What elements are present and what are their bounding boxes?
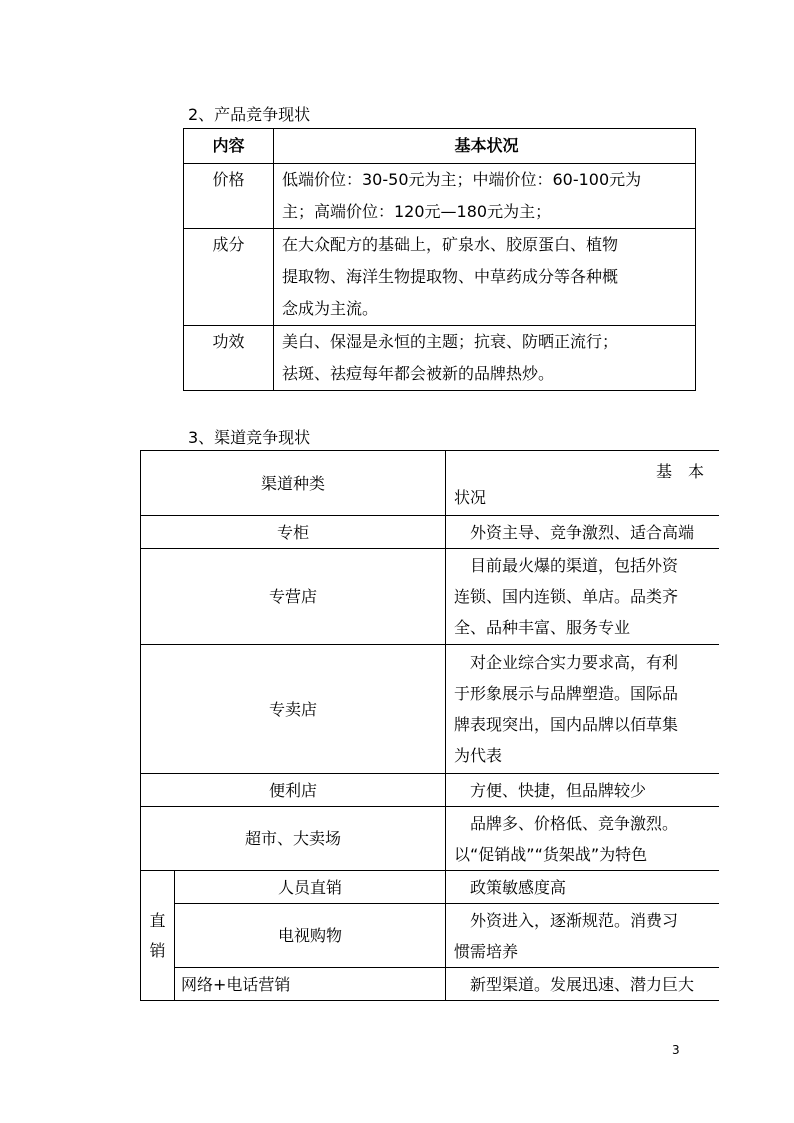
row-body (446, 774, 719, 807)
row-body (446, 871, 719, 904)
body-line: 牌表现突出，国内品牌以佰草集 (454, 715, 679, 734)
group-label-char: 直 (149, 910, 166, 930)
row-label: 专营店 (141, 549, 446, 645)
body-line: 外资主导、竞争激烈、适合高端 (470, 522, 695, 542)
table-row (141, 645, 720, 774)
body-line: 低端价位：30-50元为主；中端价位：60-100元为 (282, 170, 642, 189)
body-line: 祛斑、祛痘每年都会被新的品牌热炒。 (282, 364, 555, 383)
section-2-heading: 2、产品竞争现状 (188, 105, 311, 124)
product-competition-table (183, 128, 696, 391)
row-body (446, 968, 719, 1001)
table-row (184, 326, 696, 391)
row-body (274, 164, 696, 229)
row-label: 功效 (184, 326, 274, 391)
body-line: 新型渠道。发展迅速、潜力巨大 (470, 974, 695, 994)
row-label: 网络+电话营销 (175, 968, 446, 1001)
body-line: 外资进入，逐渐规范。消费习 (470, 910, 679, 930)
body-line: 主；高端价位：120元—180元为主； (282, 202, 552, 221)
row-body (446, 904, 719, 968)
body-line: 连锁、国内连锁、单店。品类齐 (454, 587, 679, 606)
row-label: 电视购物 (175, 904, 446, 968)
body-line: 全、品种丰富、服务专业 (454, 618, 631, 637)
row-body (446, 516, 719, 549)
body-line: 惯需培养 (454, 941, 519, 961)
row-label: 专柜 (141, 516, 446, 549)
header-status: 基本状况 (274, 129, 696, 164)
body-line: 念成为主流。 (282, 299, 379, 318)
body-line: 方便、快捷，但品牌较少 (470, 780, 647, 800)
header-status (446, 451, 719, 516)
row-body (274, 229, 696, 326)
table-row (141, 807, 720, 871)
body-line: 目前最火爆的渠道，包括外资 (470, 556, 679, 575)
table-row (141, 516, 720, 549)
body-line: 政策敏感度高 (470, 877, 567, 897)
table-row (141, 904, 720, 968)
body-line: 提取物、海洋生物提取物、中草药成分等各种概 (282, 267, 619, 286)
body-line: 对企业综合实力要求高，有利 (470, 653, 679, 672)
channel-table-wrapper (140, 450, 719, 1002)
page-number: 3 (672, 1043, 680, 1057)
row-label: 专卖店 (141, 645, 446, 774)
row-label: 价格 (184, 164, 274, 229)
table-row (141, 871, 720, 904)
table-row (184, 229, 696, 326)
body-line: 品牌多、价格低、竞争激烈。 (470, 813, 679, 833)
body-line: 在大众配方的基础上，矿泉水、胶原蛋白、植物 (282, 235, 619, 254)
header-content: 内容 (184, 129, 274, 164)
row-label: 便利店 (141, 774, 446, 807)
table-row (184, 164, 696, 229)
row-body (446, 645, 719, 774)
row-body (274, 326, 696, 391)
row-label: 成分 (184, 229, 274, 326)
body-line: 于形象展示与品牌塑造。国际品 (454, 684, 679, 703)
row-label: 人员直销 (175, 871, 446, 904)
table-header-row (141, 451, 720, 516)
row-body (446, 807, 719, 871)
group-label-char: 销 (149, 940, 166, 960)
header-channel-type: 渠道种类 (141, 451, 446, 516)
body-line: 美白、保湿是永恒的主题；抗衰、防晒正流行； (282, 332, 619, 351)
table-row (141, 774, 720, 807)
table-row (141, 549, 720, 645)
header-status-line: 基 本 (656, 462, 705, 481)
channel-competition-table (140, 450, 719, 1001)
direct-sales-group-label (141, 871, 175, 1001)
body-line: 为代表 (454, 746, 503, 765)
section-3-heading: 3、渠道竞争现状 (188, 428, 311, 447)
table-header-row (184, 129, 696, 164)
row-label: 超市、大卖场 (141, 807, 446, 871)
row-body (446, 549, 719, 645)
table-row (141, 968, 720, 1001)
body-line: 以“促销战”“货架战”为特色 (454, 844, 648, 864)
header-status-line: 状况 (454, 488, 487, 507)
